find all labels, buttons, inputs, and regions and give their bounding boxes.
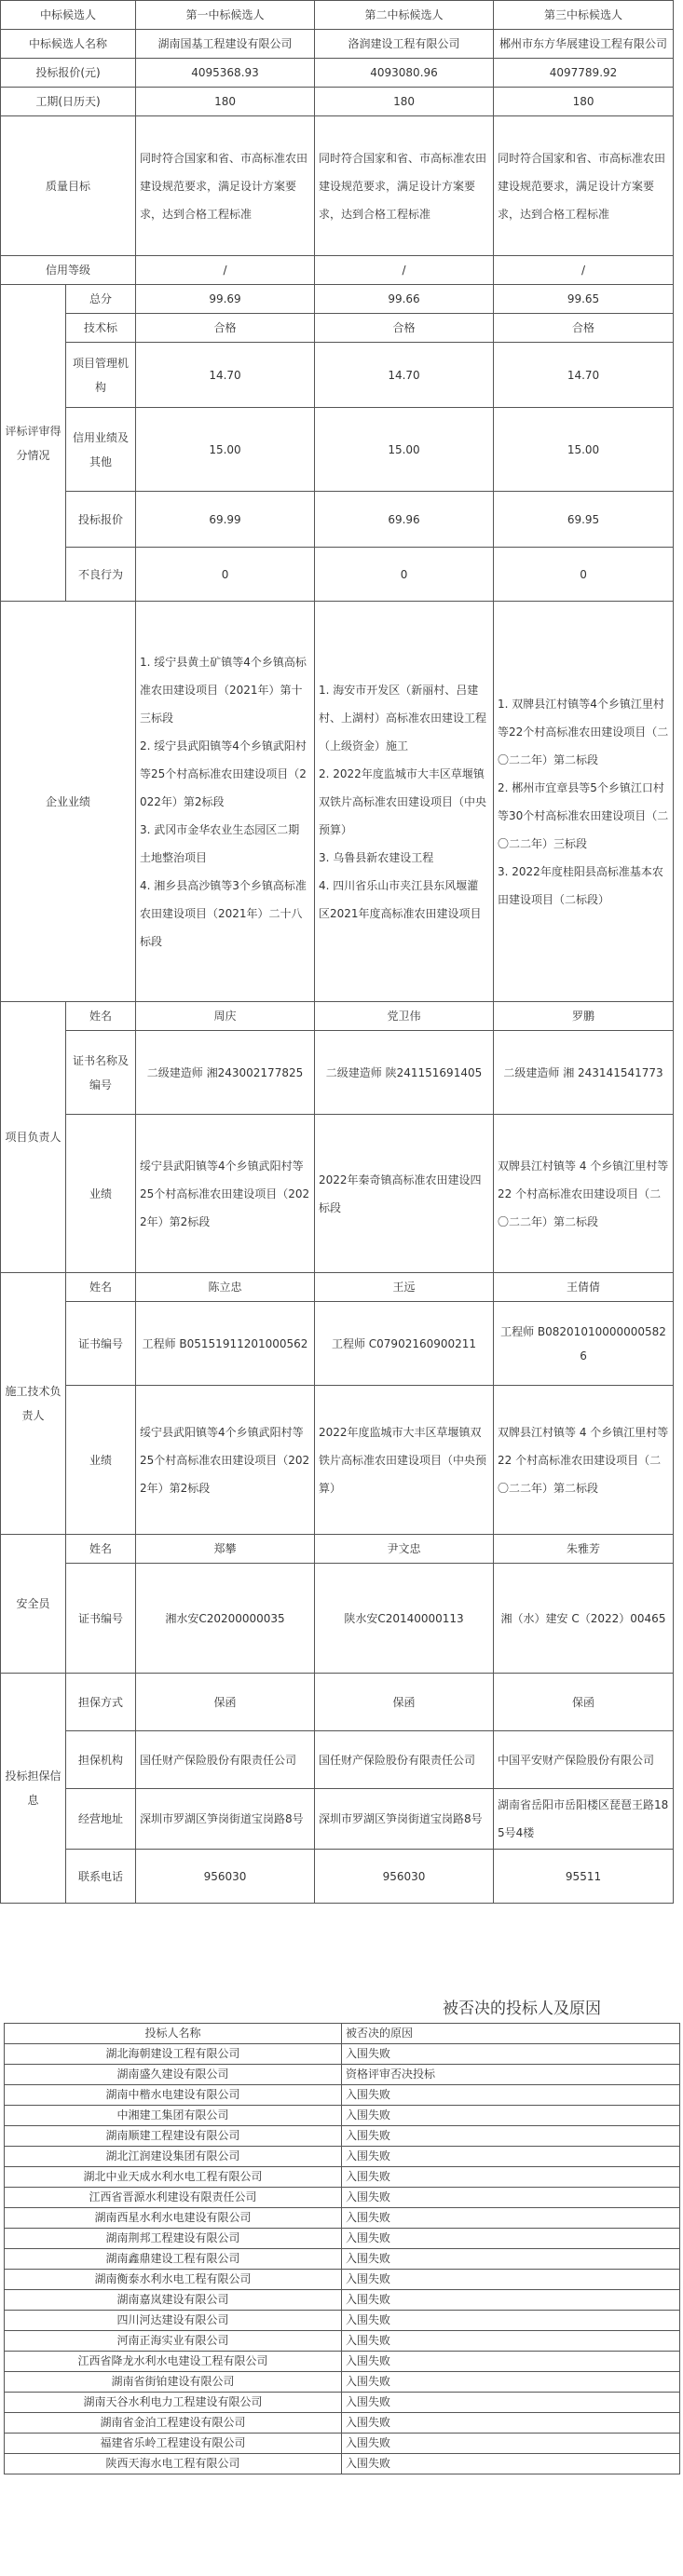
table-row xyxy=(5,2372,680,2393)
guarantee-row xyxy=(1,1789,674,1850)
table-row xyxy=(5,2413,680,2434)
quality-row xyxy=(1,116,674,256)
cell: 工程师 C07902160900211 xyxy=(315,1302,494,1386)
score-row xyxy=(1,492,674,548)
cell: 180 xyxy=(136,88,315,116)
bidder-name: 湖南鑫鼎建设工程有限公司 xyxy=(5,2249,342,2270)
header-cell: 中标候选人 xyxy=(1,1,136,30)
cell: 0 xyxy=(136,548,315,602)
cell: 99.66 xyxy=(315,285,494,314)
cell: 14.70 xyxy=(315,343,494,408)
cell: 湘（水）建安 C（2022）00465 xyxy=(494,1564,674,1674)
cell: 绥宁县武阳镇等4个乡镇武阳村等25个村高标准农田建设项目（2022年）第2标段 xyxy=(136,1115,315,1273)
score-row xyxy=(1,548,674,602)
bidder-name: 湖南顺建工程建设有限公司 xyxy=(5,2126,342,2147)
cell: 郑攀 xyxy=(136,1535,315,1564)
row-label: 质量目标 xyxy=(1,116,136,256)
cell: 保函 xyxy=(315,1674,494,1731)
cell: 69.96 xyxy=(315,492,494,548)
cell: 二级建造师 陕241151691405 xyxy=(315,1031,494,1115)
cell: 工程师 B05151911201000562 xyxy=(136,1302,315,1386)
cell: 15.00 xyxy=(315,408,494,492)
rejected-bidders-table xyxy=(4,2023,680,2474)
bidder-name: 湖南省金泊工程建设有限公司 xyxy=(5,2413,342,2434)
cell: 湖南国基工程建设有限公司 xyxy=(136,30,315,59)
row-label: 信用业绩及其他 xyxy=(66,408,136,492)
cell: 同时符合国家和省、市高标准农田建设规范要求，满足设计方案要求，达到合格工程标准 xyxy=(136,116,315,256)
cell: 15.00 xyxy=(136,408,315,492)
cell: 2022年秦奇镇高标准农田建设四标段 xyxy=(315,1115,494,1273)
table-row xyxy=(5,2290,680,2311)
table-row xyxy=(5,2331,680,2352)
cell: 罗鹏 xyxy=(494,1002,674,1031)
cell: 同时符合国家和省、市高标准农田建设规范要求，满足设计方案要求，达到合格工程标准 xyxy=(494,116,674,256)
cell: 国任财产保险股份有限责任公司 xyxy=(136,1731,315,1789)
bidder-name: 福建省乐岭工程建设有限公司 xyxy=(5,2434,342,2454)
rejection-reason: 入围失败 xyxy=(342,2352,680,2372)
group-label: 安全员 xyxy=(1,1535,66,1674)
row-label: 证书名称及编号 xyxy=(66,1031,136,1115)
pm-perf-row xyxy=(1,1115,674,1273)
safety-cert-row xyxy=(1,1564,674,1674)
tech-name-row xyxy=(1,1273,674,1302)
row-label: 不良行为 xyxy=(66,548,136,602)
score-row xyxy=(1,408,674,492)
table-row xyxy=(5,2085,680,2106)
cell: 15.00 xyxy=(494,408,674,492)
cell: 4095368.93 xyxy=(136,59,315,88)
rejection-reason: 入围失败 xyxy=(342,2331,680,2352)
cell: 956030 xyxy=(315,1850,494,1904)
rejection-reason: 入围失败 xyxy=(342,2434,680,2454)
bidder-name: 湖南盛久建设有限公司 xyxy=(5,2065,342,2085)
rejection-reason: 资格评审否决投标 xyxy=(342,2065,680,2085)
pm-name-row xyxy=(1,1002,674,1031)
rejected-header-row xyxy=(5,2024,680,2044)
cell: 2022年度监城市大丰区草堰镇双铁片高标准农田建设项目（中央预算） xyxy=(315,1386,494,1535)
table-row xyxy=(5,2311,680,2331)
cell: 国任财产保险股份有限责任公司 xyxy=(315,1731,494,1789)
cell: 180 xyxy=(315,88,494,116)
header-cell: 第二中标候选人 xyxy=(315,1,494,30)
table-row xyxy=(5,2167,680,2188)
cell: 合格 xyxy=(494,314,674,343)
rejection-reason: 入围失败 xyxy=(342,2147,680,2167)
cell: 工程师 B082010100000005826 xyxy=(494,1302,674,1386)
cell: 0 xyxy=(494,548,674,602)
rejected-body xyxy=(5,2044,680,2474)
header-cell: 第一中标候选人 xyxy=(136,1,315,30)
cell: 郴州市东方华展建设工程有限公司 xyxy=(494,30,674,59)
rejection-reason: 入围失败 xyxy=(342,2188,680,2208)
score-row xyxy=(1,343,674,408)
cell: 69.95 xyxy=(494,492,674,548)
cell: 陈立忠 xyxy=(136,1273,315,1302)
cell: 湘水安C20200000035 xyxy=(136,1564,315,1674)
header-cell: 被否决的原因 xyxy=(342,2024,680,2044)
bidder-name: 湖南中楷水电建设有限公司 xyxy=(5,2085,342,2106)
rejection-reason: 入围失败 xyxy=(342,2167,680,2188)
table-row xyxy=(5,2229,680,2249)
rejection-reason: 入围失败 xyxy=(342,2106,680,2126)
table-row xyxy=(5,2126,680,2147)
cell: 湖南省岳阳市岳阳楼区琵琶王路185号4楼 xyxy=(494,1789,674,1850)
row-label: 投标报价(元) xyxy=(1,59,136,88)
cell: 同时符合国家和省、市高标准农田建设规范要求，满足设计方案要求，达到合格工程标准 xyxy=(315,116,494,256)
cell: 0 xyxy=(315,548,494,602)
row-label: 投标报价 xyxy=(66,492,136,548)
row-label: 证书编号 xyxy=(66,1302,136,1386)
bidder-name: 湖南衡泰水利水电工程有限公司 xyxy=(5,2270,342,2290)
cell: 保函 xyxy=(136,1674,315,1731)
header-row xyxy=(1,1,674,30)
guarantee-row xyxy=(1,1850,674,1904)
bidder-name: 湖南西星水利水电建设有限公司 xyxy=(5,2208,342,2229)
table-row xyxy=(5,2352,680,2372)
cell: 双牌县江村镇等 4 个乡镇江里村等 22 个村高标准农田建设项目（二〇二二年）第二标段 xyxy=(494,1115,674,1273)
rejection-reason: 入围失败 xyxy=(342,2372,680,2393)
cell: 合格 xyxy=(315,314,494,343)
cell: / xyxy=(315,256,494,285)
table-row xyxy=(5,2147,680,2167)
cell: 99.65 xyxy=(494,285,674,314)
cell: 王倩倩 xyxy=(494,1273,674,1302)
table-row xyxy=(5,2065,680,2085)
rejection-reason: 入围失败 xyxy=(342,2393,680,2413)
cell: 99.69 xyxy=(136,285,315,314)
safety-name-row xyxy=(1,1535,674,1564)
table-row xyxy=(5,2106,680,2126)
row-label: 经营地址 xyxy=(66,1789,136,1850)
cell: 陕水安C20140000113 xyxy=(315,1564,494,1674)
cell: 保函 xyxy=(494,1674,674,1731)
row-label: 业绩 xyxy=(66,1115,136,1273)
price-row xyxy=(1,59,674,88)
bidder-name: 四川河达建设有限公司 xyxy=(5,2311,342,2331)
rejection-reason: 入围失败 xyxy=(342,2208,680,2229)
cell: 956030 xyxy=(136,1850,315,1904)
table-row xyxy=(5,2434,680,2454)
row-label: 担保机构 xyxy=(66,1731,136,1789)
cell: 深圳市罗湖区笋岗街道宝岗路8号 xyxy=(315,1789,494,1850)
table-row xyxy=(5,2208,680,2229)
cell: 双牌县江村镇等 4 个乡镇江里村等 22 个村高标准农田建设项目（二〇二二年）第二标段 xyxy=(494,1386,674,1535)
rejection-reason: 入围失败 xyxy=(342,2126,680,2147)
cell: 180 xyxy=(494,88,674,116)
rejection-reason: 入围失败 xyxy=(342,2270,680,2290)
rejection-reason: 入围失败 xyxy=(342,2229,680,2249)
cell: 14.70 xyxy=(136,343,315,408)
row-label: 姓名 xyxy=(66,1273,136,1302)
table-row xyxy=(5,2393,680,2413)
bidder-name: 湖南省街铂建设有限公司 xyxy=(5,2372,342,2393)
row-label: 联系电话 xyxy=(66,1850,136,1904)
cell: 二级建造师 湘243002177825 xyxy=(136,1031,315,1115)
group-label: 项目负责人 xyxy=(1,1002,66,1273)
guarantee-row xyxy=(1,1674,674,1731)
row-label: 证书编号 xyxy=(66,1564,136,1674)
score-row xyxy=(1,285,674,314)
bidder-name: 湖南天谷水利电力工程建设有限公司 xyxy=(5,2393,342,2413)
cell: 王远 xyxy=(315,1273,494,1302)
group-label: 施工技术负责人 xyxy=(1,1273,66,1535)
cell: 中国平安财产保险股份有限公司 xyxy=(494,1731,674,1789)
rejection-reason: 入围失败 xyxy=(342,2085,680,2106)
bidder-name: 江西省降龙水利水电建设工程有限公司 xyxy=(5,2352,342,2372)
header-cell: 第三中标候选人 xyxy=(494,1,674,30)
row-label: 工期(日历天) xyxy=(1,88,136,116)
row-label: 总分 xyxy=(66,285,136,314)
bidder-name: 江西省晋源水利建设有限责任公司 xyxy=(5,2188,342,2208)
cell: 绥宁县武阳镇等4个乡镇武阳村等25个村高标准农田建设项目（2022年）第2标段 xyxy=(136,1386,315,1535)
row-label: 企业业绩 xyxy=(1,602,136,1002)
name-row xyxy=(1,30,674,59)
cell: 洛润建设工程有限公司 xyxy=(315,30,494,59)
pm-cert-row xyxy=(1,1031,674,1115)
cell: 4093080.96 xyxy=(315,59,494,88)
cell: 党卫伟 xyxy=(315,1002,494,1031)
row-label: 中标候选人名称 xyxy=(1,30,136,59)
row-label: 项目管理机构 xyxy=(66,343,136,408)
bidder-name: 湖南嘉岚建设有限公司 xyxy=(5,2290,342,2311)
header-cell: 投标人名称 xyxy=(5,2024,342,2044)
table-row xyxy=(5,2454,680,2474)
cell: 1. 海安市开发区（新丽村、吕建村、上湖村）高标准农田建设工程（上级资金）施工 2. 2022年度监城市大丰区草堰镇双铁片高标准农田建设项目（中央预算） 3. 乌鲁县新农建设工程 4. 四川省乐山市夹江县东风堰灌区2021年度高标准农田建设项目 xyxy=(315,602,494,1002)
cell: 尹文忠 xyxy=(315,1535,494,1564)
row-label: 姓名 xyxy=(66,1535,136,1564)
cell: 69.99 xyxy=(136,492,315,548)
row-label: 姓名 xyxy=(66,1002,136,1031)
bidder-name: 湖南荆邦工程建设有限公司 xyxy=(5,2229,342,2249)
cell: / xyxy=(136,256,315,285)
score-row xyxy=(1,314,674,343)
bidder-name: 湖北江润建设集团有限公司 xyxy=(5,2147,342,2167)
cell: / xyxy=(494,256,674,285)
cell: 95511 xyxy=(494,1850,674,1904)
table-row xyxy=(5,2044,680,2065)
cell: 1. 双牌县江村镇等4个乡镇江里村等22个村高标准农田建设项目（二〇二二年）第二标段 2. 郴州市宜章县等5个乡镇江口村等30个村高标准农田建设项目（二〇二二年）三标段 3. 2022年度桂阳县高标准基本农田建设项目（二标段） xyxy=(494,602,674,1002)
rejection-reason: 入围失败 xyxy=(342,2311,680,2331)
rejection-reason: 入围失败 xyxy=(342,2249,680,2270)
table-row xyxy=(5,2188,680,2208)
guarantee-row xyxy=(1,1731,674,1789)
cell: 合格 xyxy=(136,314,315,343)
rejection-reason: 入围失败 xyxy=(342,2290,680,2311)
tech-cert-row xyxy=(1,1302,674,1386)
cell: 深圳市罗湖区笋岗街道宝岗路8号 xyxy=(136,1789,315,1850)
credit-row xyxy=(1,256,674,285)
bidder-name: 陕西天海水电工程有限公司 xyxy=(5,2454,342,2474)
row-label: 担保方式 xyxy=(66,1674,136,1731)
cell: 二级建造师 湘 243141541773 xyxy=(494,1031,674,1115)
cell: 周庆 xyxy=(136,1002,315,1031)
bidder-name: 中湘建工集团有限公司 xyxy=(5,2106,342,2126)
period-row xyxy=(1,88,674,116)
rejection-reason: 入围失败 xyxy=(342,2454,680,2474)
row-label: 技术标 xyxy=(66,314,136,343)
performance-row xyxy=(1,602,674,1002)
rejection-reason: 入围失败 xyxy=(342,2413,680,2434)
tech-perf-row xyxy=(1,1386,674,1535)
cell: 1. 绥宁县黄土矿镇等4个乡镇高标准农田建设项目（2021年）第十三标段 2. 绥宁县武阳镇等4个乡镇武阳村等25个村高标准农田建设项目（2022年）第2标段 3. 武冈市金华农业生态园区二期土地整治项目 4. 湘乡县高沙镇等3个乡镇高标准农田建设项目（2021年）二十八标段 xyxy=(136,602,315,1002)
cell: 朱雅芳 xyxy=(494,1535,674,1564)
row-label: 业绩 xyxy=(66,1386,136,1535)
row-label: 信用等级 xyxy=(1,256,136,285)
cell: 14.70 xyxy=(494,343,674,408)
table-row xyxy=(5,2249,680,2270)
cell: 4097789.92 xyxy=(494,59,674,88)
rejection-reason: 入围失败 xyxy=(342,2044,680,2065)
group-label: 评标评审得分情况 xyxy=(1,285,66,602)
bidder-name: 河南正海实业有限公司 xyxy=(5,2331,342,2352)
bidder-name: 湖北海朝建设工程有限公司 xyxy=(5,2044,342,2065)
bidder-name: 湖北中业天成水利水电工程有限公司 xyxy=(5,2167,342,2188)
rejected-caption: 被否决的投标人及原因 xyxy=(443,2000,601,2018)
table-row xyxy=(5,2270,680,2290)
group-label: 投标担保信息 xyxy=(1,1674,66,1904)
